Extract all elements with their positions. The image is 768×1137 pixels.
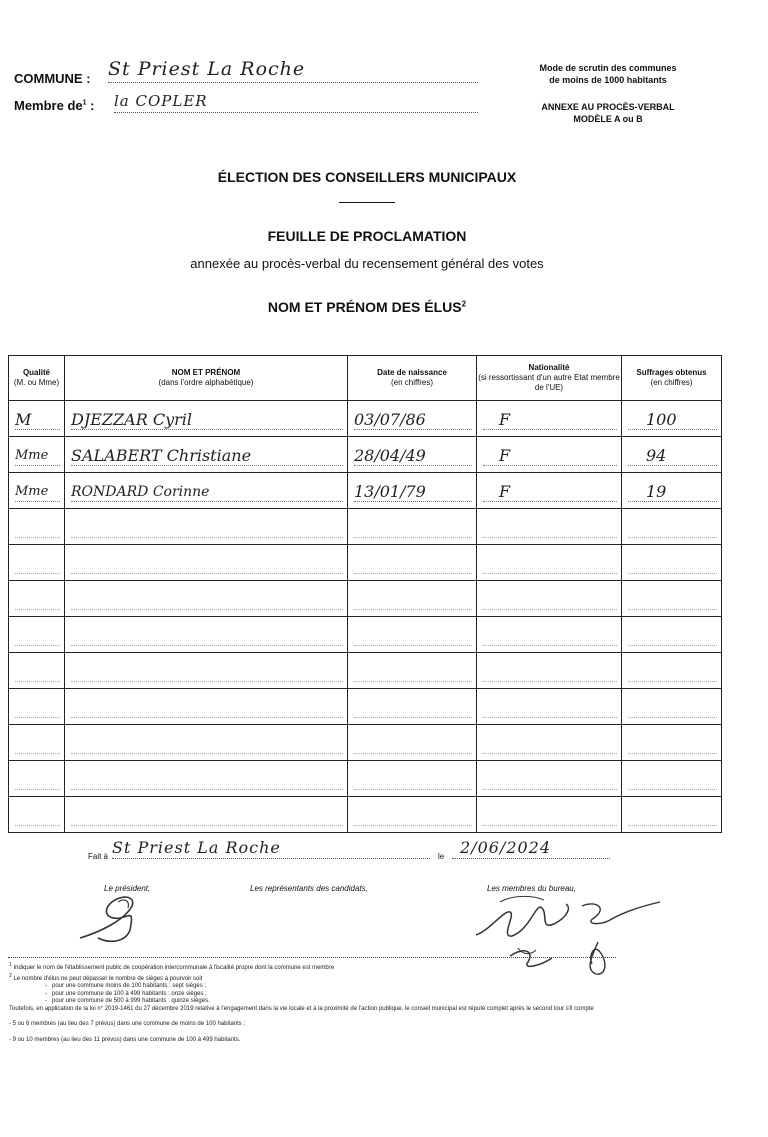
membre-colon: :: [86, 98, 95, 113]
annexe-pv: [508, 101, 708, 125]
feuille-title: FEUILLE DE PROCLAMATION: [267, 228, 467, 244]
table-row-empty: [9, 761, 722, 797]
cell-qualite: Mme: [9, 473, 65, 509]
table-row-empty: [9, 581, 722, 617]
membre-label: [14, 98, 95, 113]
membre-label-text: Membre de: [14, 98, 83, 113]
header-suffrages: Suffrages obtenus (en chiffres): [622, 356, 722, 401]
table-row-empty: [9, 509, 722, 545]
commune-value: St Priest La Roche: [108, 58, 478, 83]
representants-label: Les représentants des candidats,: [250, 884, 368, 893]
le-value: 2/06/2024: [452, 838, 610, 859]
table-row-empty: [9, 617, 722, 653]
table-row-empty: [9, 689, 722, 725]
footnote-bullet-2: - pour une commune de 100 à 499 habitants : onze sièges ;: [45, 990, 207, 997]
mode-line-1: Mode de scrutin des communes: [539, 63, 677, 73]
elus-title: [0, 299, 734, 315]
elus-table: [8, 355, 722, 833]
le-label: le: [438, 852, 445, 861]
president-label: Le président,: [104, 884, 151, 893]
footnote-1: $^1$ Indiquer le nom de l'établissement public de coopération intercommunale à fiscalité propre dont la commune est membre: [9, 962, 335, 971]
election-title: ÉLECTION DES CONSEILLERS MUNICIPAUX: [217, 169, 517, 185]
footnotes: [9, 962, 709, 1044]
cell-nom: RONDARD Corinne: [65, 473, 348, 509]
cell-nom: DJEZZAR Cyril: [65, 401, 348, 437]
mode-scrutin: [508, 62, 708, 86]
table-header-row: [9, 356, 722, 401]
membre-value: la COPLER: [114, 92, 478, 113]
annexee-subtitle: annexée au procès-verbal du recensement général des votes: [190, 256, 544, 271]
header-nationalite: Nationalité (si ressortissant d'un autre Etat membre de l'UE): [477, 356, 622, 401]
cell-suffrages: 100: [622, 401, 722, 437]
footnote-bullet-3: - pour une commune de 500 à 999 habitants : quinze sièges.: [45, 998, 210, 1004]
table-row: [9, 473, 722, 509]
footnote-toutefois: Toutefois, en application de la loi n° 2019-1461 du 27 décembre 2019 relative à l'engagement dans la vie locale et à la proximité de l'action publique, le conseil municipal est réputé complet après le second tour s'il compte: [9, 1005, 594, 1012]
president-signature-icon: [70, 888, 160, 948]
elus-footnote-ref: 2: [461, 299, 467, 309]
table-row-empty: [9, 725, 722, 761]
table-row-empty: [9, 545, 722, 581]
header-qualite: Qualité (M. ou Mme): [9, 356, 65, 401]
cell-suffrages: 94: [622, 437, 722, 473]
cell-date: 03/07/86: [348, 401, 477, 437]
cell-date: 28/04/49: [348, 437, 477, 473]
header-date: Date de naissance (en chiffres): [348, 356, 477, 401]
table-row-empty: [9, 653, 722, 689]
cell-suffrages: 19: [622, 473, 722, 509]
membres-label: Les membres du bureau,: [487, 884, 576, 893]
cell-qualite: Mme: [9, 437, 65, 473]
footnote-separator: [8, 957, 616, 958]
table-row-empty: [9, 797, 722, 833]
cell-nationalite: F: [477, 401, 622, 437]
cell-date: 13/01/79: [348, 473, 477, 509]
title-divider: [339, 202, 395, 203]
annexe-line-1: ANNEXE AU PROCÈS-VERBAL: [541, 102, 675, 112]
footnote-condition-2: - 9 ou 10 membres (au lieu des 11 prévus) dans une commune de 100 à 499 habitants.: [9, 1036, 241, 1043]
cell-nationalite: F: [477, 473, 622, 509]
cell-qualite: M: [9, 401, 65, 437]
mode-line-2: de moins de 1000 habitants: [549, 75, 667, 85]
footnote-2: $^2$ Le nombre d'élus ne peut dépasser le nombre de sièges à pourvoir soit: [9, 972, 203, 982]
table-row: [9, 401, 722, 437]
cell-nom: SALABERT Christiane: [65, 437, 348, 473]
elus-title-text: NOM ET PRÉNOM DES ÉLUS: [267, 299, 462, 315]
commune-label: COMMUNE :: [14, 71, 91, 86]
footnote-condition-1: - 5 ou 6 membres (au lieu des 7 prévus) dans une commune de moins de 100 habitants ;: [9, 1021, 246, 1027]
fait-label: Fait à: [88, 852, 109, 861]
table-row: [9, 437, 722, 473]
membre-footnote-ref: 1: [82, 99, 87, 107]
fait-value: St Priest La Roche: [112, 838, 430, 859]
header-nom: NOM ET PRÉNOM (dans l'ordre alphabétique): [65, 356, 348, 401]
cell-nationalite: F: [477, 437, 622, 473]
footnote-bullet-1: - pour une commune moins de 100 habitants : sept sièges ;: [45, 983, 207, 989]
annexe-line-2: MODÈLE A ou B: [573, 114, 643, 124]
